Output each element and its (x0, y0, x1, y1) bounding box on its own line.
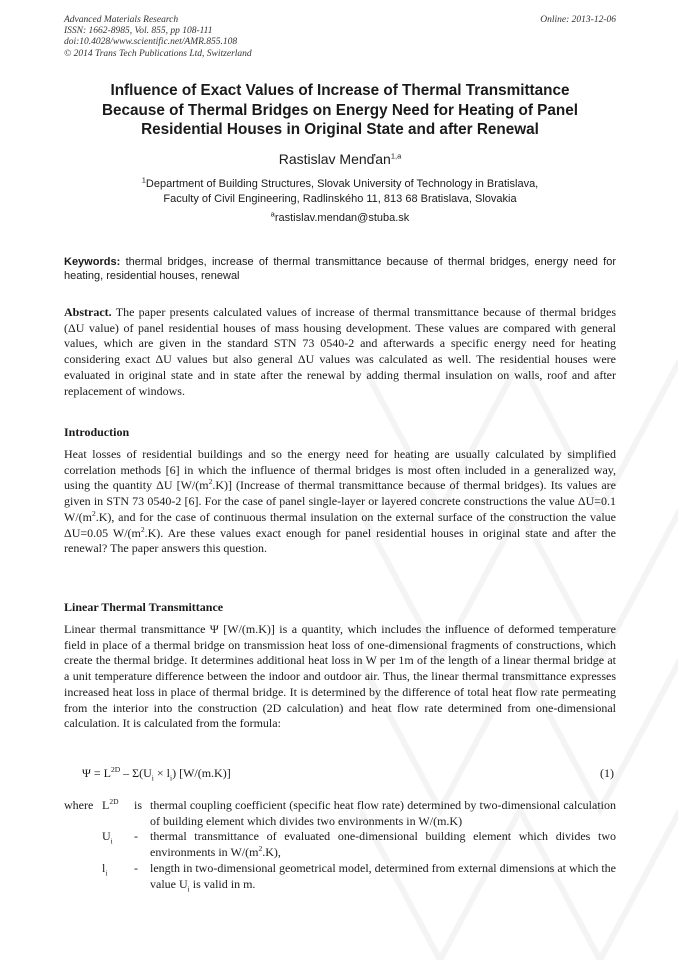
author-name: Rastislav Menďan (278, 151, 391, 167)
keywords-text: thermal bridges, increase of thermal transmittance because of thermal bridges, energy need for heating, residential houses, renewal (64, 256, 616, 283)
intro-text: .K). Are these values exact enough for panel residential houses in original state and after the renewal? The paper answers this question. (64, 525, 616, 556)
symbol-text: U (102, 829, 111, 844)
formula-part: Ψ = L (82, 766, 111, 780)
where-definitions (64, 798, 616, 892)
keywords-label: Keywords: (64, 256, 121, 268)
online-date: Online: 2013-12-06 (540, 15, 616, 25)
definition-text-part: .K), (262, 845, 281, 860)
email-sup: a (270, 209, 275, 219)
definition-dash: - (134, 829, 138, 844)
journal-doi: doi:10.4028/www.scientific.net/AMR.855.108 (64, 37, 238, 48)
introduction-paragraph (64, 447, 616, 557)
symbol-sup: 2D (109, 797, 119, 806)
email-address: rastislav.mendan@stuba.sk (274, 212, 410, 224)
formula-sub: i (151, 773, 154, 783)
affiliation-sup: 1 (141, 175, 146, 185)
intro-text: Heat losses of residential buildings and so the energy need for heating are usually calculated by simplified correlation methods [6] in which the influence of thermal bridges is most often included in a generalized way, using the quantity ΔU [W/(m (64, 447, 616, 493)
author-email (64, 211, 616, 225)
definition-sub: i (187, 883, 190, 893)
linear-paragraph: Linear thermal transmittance Ψ [W/(m.K)] is a quantity, which includes the influence of deformed temperature field in place of a thermal bridge on transmission heat loss of one-dimensional fragments of constructions, which create the thermal bridge. It determines additional heat loss in W per 1m of the length of a linear thermal bridge at a unit temperature difference between the indoor and outdoor air. Thus, the linear thermal transmittance expresses increased heat loss in place of thermal bridge. It is determined by the difference of total heat flow rate permeating from the interior into the construction (2D calculation) and heat flow rate determined from one-dimensional calculation. It is calculated from the formula: (64, 622, 616, 731)
definition-symbol (102, 829, 134, 860)
affiliation (64, 177, 616, 206)
author (64, 150, 616, 168)
definition-row (64, 798, 616, 829)
indent (64, 829, 102, 860)
definition-text (150, 861, 616, 892)
formula-part: – Σ(U (120, 766, 152, 780)
symbol-text: l (102, 860, 106, 875)
abstract-label: Abstract. (64, 305, 112, 319)
affiliation-line: Department of Building Structures, Slovak University of Technology in Bratislava, (145, 178, 539, 190)
symbol-sub: i (110, 836, 113, 846)
section-heading-introduction: Introduction (64, 425, 130, 439)
definition-row (64, 861, 616, 892)
symbol-text: L (102, 798, 110, 812)
intro-sup: 2 (92, 508, 96, 518)
definition-text-part: thermal transmittance of evaluated one-dimensional building element which divides two environments in W/(m (150, 829, 616, 860)
title-line: Because of Thermal Bridges on Energy Need for Heating of Panel (101, 101, 578, 119)
definition-dash: - (134, 860, 138, 875)
journal-copyright: © 2014 Trans Tech Publications Ltd, Switzerland (64, 48, 252, 59)
title-line: Residential Houses in Original State and after Renewal (141, 121, 539, 138)
title-line: Influence of Exact Values of Increase of Thermal Transmittance (110, 82, 570, 99)
where-word: where (64, 798, 94, 812)
definition-sup: 2 (258, 844, 263, 854)
keywords (64, 255, 616, 284)
abstract-text: The paper presents calculated values of increase of thermal transmittance because of thermal bridges (ΔU value) of panel residential houses of mass housing development. These values are compared with general values, which are given in the standard STN 73 0540-2 and afterwards a specific energy need for heating considering exact ΔU values but also general ΔU values was calculated as well. The residential houses were evaluated in original state and in state after the renewal by adding thermal insulation on walls, roof and after replacement of windows. (64, 305, 616, 398)
formula (82, 766, 231, 781)
indent (64, 861, 102, 892)
affiliation-line: Faculty of Civil Engineering, Radlinského 11, 813 68 Bratislava, Slovakia (163, 192, 517, 205)
abstract (64, 305, 616, 399)
symbol-sub: i (105, 868, 108, 878)
intro-sup: 2 (140, 524, 145, 534)
definition-symbol (102, 861, 134, 892)
author-sup: 1,a (390, 151, 402, 161)
section-heading-linear: Linear Thermal Transmittance (64, 600, 224, 614)
definition-text (150, 829, 616, 860)
formula-part: ) [W/(m.K)] (172, 766, 231, 780)
formula-sub: i (169, 773, 173, 783)
paper-title (64, 81, 616, 140)
intro-text: .K), and for the case of continuous thermal insulation on the external surface of the construction the value ΔU=0.05 W/(m (64, 509, 616, 540)
definition-text-part: is valid in m. (189, 876, 256, 891)
journal-issn: ISSN: 1662-8985, Vol. 855, pp 108-111 (64, 26, 213, 37)
definition-text-part: length in two-dimensional geometrical model, determined from external dimensions at which the value U (150, 860, 616, 891)
definition-row (64, 829, 616, 860)
journal-header (64, 15, 616, 60)
definition-text: thermal coupling coefficient (specific heat flow rate) determined by two-dimensional calculation of building element which divides two environments in W/(m.K) (150, 798, 616, 828)
equation-number: (1) (600, 766, 614, 780)
intro-text: .K)] (Increase of thermal transmittance because of thermal bridges). Its values are given in STN 73 0540-2 [6]. For the case of panel single-layer or layered concrete constructions the value ΔU=0.1 W/(m (64, 478, 616, 524)
definition-symbol (102, 798, 134, 829)
definition-dash: is (134, 798, 143, 812)
journal-name: Advanced Materials Research (64, 15, 179, 25)
formula-sup: 2D (110, 765, 121, 774)
formula-part: × l (153, 766, 170, 780)
intro-sup: 2 (208, 477, 213, 487)
